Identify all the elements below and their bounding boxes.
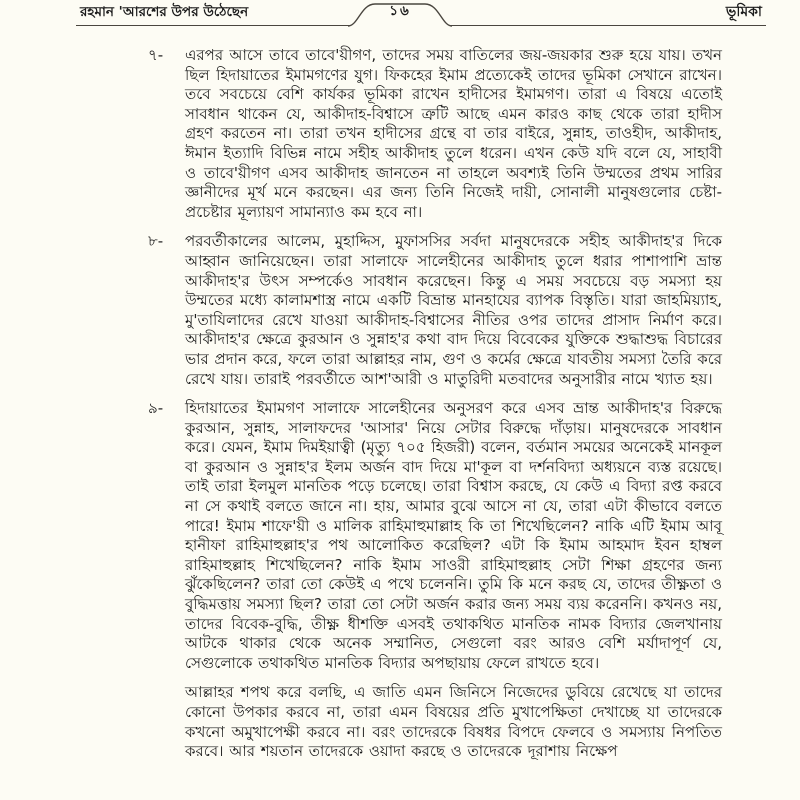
paragraph-number [148,683,185,761]
page-header [0,0,800,34]
section-title: ভূমিকা [725,4,762,20]
paragraph-9 [148,399,722,673]
paragraph-8 [148,232,722,389]
paragraph-text: হিদায়াতের ইমামগণ সালাফে সালেহীনের অনুসরণ করে এসব ভ্রান্ত আকীদাহ'র বিরুদ্ধে কুরআন, সুন্নাহ, সালাফদের 'আসার' নিয়ে সেটার বিরুদ্ধে দাঁড়ায়। মানুষদেরকে সাবধান করে। যেমন, ইমাম দিমইয়াত্বী (মৃত্যু ৭০৫ হিজরী) বলেন, বর্তমান সময়ের অনেকেই মানকূল বা কুরআন ও সুন্নাহ'র ইলম অর্জন বাদ দিয়ে মা'কূল বা দর্শনবিদ্যা অধ্যয়নে ব্যস্ত রয়েছে। তাই তারা ইলমুল মানতিক পড়ে চলেছে। তারা বিশ্বাস করছে, যে কেউ এ বিদ্যা রপ্ত করবে না সে কথাই বলতে জানে না। হায়, আমার বুঝে আসে না যে, তারা এটা কীভাবে বলতে পারে! ইমাম শাফে'য়ী ও মালিক রাহিমাহুমাল্লাহ কি তা শিখেছিলেন? নাকি এটি ইমাম আবূ হানীফা রাহিমাহুল্লাহ'র পথ আলোকিত করেছিল? এটা কি ইমাম আহমাদ ইবন হাম্বল রাহিমাহুল্লাহ শিখেছিলেন? নাকি ইমাম সাওরী রাহিমাহুল্লাহ সেটা শিক্ষা গ্রহণের জন্য ঝুঁকেছিলেন? তারা তো কেউই এ পথে চলেননি। তুমি কি মনে করছ যে, তাদের তীক্ষ্ণতা ও বুদ্ধিমত্তায় সমস্যা ছিল? তারা তো সেটা অর্জন করার জন্য সময় ব্যয় করেননি। কখনও নয়, তাদের বিবেক-বুদ্ধি, তীক্ষ্ণ ধীশক্তি এসবই তথাকথিত মানতিক নামক বিদ্যার জেলখানায় আটকে থাকার থেকে অনেক সম্মানিত, সেগুলো বরং আরও বেশি মর্যাদাপূর্ণ যে, সেগুলোকে তথাকথিত মানতিক বিদ্যার অপছায়ায় ফেলে রাখতে হবে। [185,399,722,672]
paragraph-text: এরপর আসে তাবে তাবে'য়ীগণ, তাদের সময় বাতিলের জয়-জয়কার শুরু হয়ে যায়। তখন ছিল হিদায়াতের ইমামগণের যুগ। ফিকহের ইমাম প্রত্যেকেই তাদের ভূমিকা সেখানে রাখেন। তবে সবচেয়ে বেশি কার্যকর ভূমিকা রাখেন হাদীসের ইমামগণ। তারা এ বিষয়ে এতোই সাবধান থাকেন যে, আকীদাহ-বিশ্বাসে ত্রুটি আছে এমন কারও কাছ থেকে তারা হাদীস গ্রহণ করতেন না। তারা তখন হাদীসের গ্রন্থে বা তার বাইরে, সুন্নাহ, তাওহীদ, আকীদাহ, ঈমান ইত্যাদি বিভিন্ন নামে সহীহ আকীদাহ তুলে ধরেন। এখন কেউ যদি বলে যে, সাহাবী ও তাবে'য়ীগণ এসব আকীদাহ জানতেন না তাহলে অবশ্যই তিনি উম্মতের প্রথম সারির জ্ঞানীদের মূর্খ মনে করছেন। এর জন্য তিনি নিজেই দায়ী, সোনালী মানুষগুলোর চেষ্টা-প্রচেষ্টার মূল্যায়ণ সামান্যাও কম হবে না। [185,46,722,221]
page-number: ১৬ [389,3,411,19]
paragraph-text: আল্লাহর শপথ করে বলছি, এ জাতি এমন জিনিসে নিজেদের ডুবিয়ে রেখেছে যা তাদের কোনো উপকার করবে না, তারা এমন বিষয়ের প্রতি মুখাপেক্ষিতা দেখাচ্ছে যা তাদেরকে কখনো অমুখাপেক্ষী করবে না। বরং তাদেরকে বিষধর বিপদে ফেলবে ও সমস্যায় নিপতিত করবে। আর শয়তান তাদেরকে ওয়াদা করছে ও তাদেরকে দূরাশায় নিক্ষেপ [185,683,722,761]
paragraph-number: ৯- [148,399,164,418]
paragraph-text: পরবর্তীকালের আলেম, মুহাদ্দিস, মুফাসসির সর্বদা মানুষদেরকে সহীহ আকীদাহ'র দিকে আহ্বান জানিয়েছেন। তারা সালাফে সালেহীনের আকীদাহ তুলে ধরার পাশাপাশি ভ্রান্ত আকীদাহ'র উৎস সম্পর্কেও সাবধান করেছেন। কিন্তু এ সময় সবচেয়ে বড় সমস্যা হয় উম্মতের মধ্যে কালামশাস্ত্র নামে একটি বিভ্রান্ত মানহাযের ব্যাপক বিস্তৃতি। যারা জাহমিয়্যাহ, মু'তাযিলাদের রেখে যাওয়া আকীদাহ-বিশ্বাসের নীতির ওপর তাদের প্রাসাদ নির্মাণ করে। আকীদাহ'র ক্ষেত্রে কুরআন ও সুন্নাহ'র কথা বাদ দিয়ে বিবেকের যুক্তিকে শুদ্ধাশুদ্ধ বিচারের ভার প্রদান করে, ফলে তারা আল্লাহর নাম, গুণ ও কর্মের ক্ষেত্রে যাবতীয় সমস্যা তৈরি করে রেখে যায়। তারাই পরবর্তীতে আশ'আরী ও মাতুরিদী মতবাদের অনুসারীর নামে খ্যাত হয়। [185,232,722,388]
running-title: রহমান 'আরশের উপর উঠেছেন [80,4,249,20]
paragraph-7 [148,46,722,222]
page-body [0,34,800,762]
paragraph-number: ৮- [148,232,164,251]
paragraph-continuation [148,683,722,761]
page-number-tab [348,2,452,26]
paragraph-number: ৭- [148,46,164,64]
